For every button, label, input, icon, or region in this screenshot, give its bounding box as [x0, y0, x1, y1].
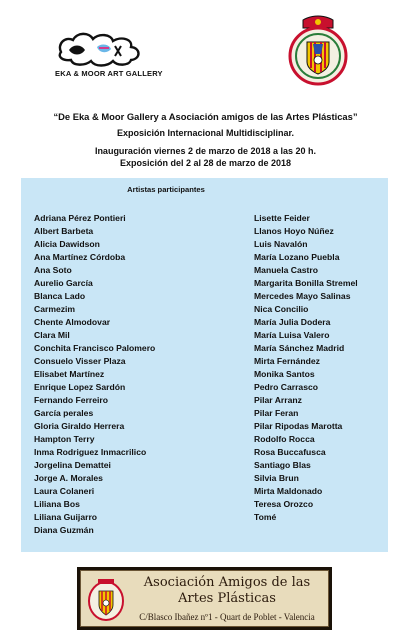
eka-moor-logo-icon	[55, 30, 145, 68]
artist-name: Blanca Lado	[34, 291, 86, 302]
artist-name: Silvia Brun	[254, 473, 299, 484]
artists-panel	[21, 178, 388, 552]
artist-name: Luis Navalón	[254, 239, 308, 250]
banner-address: C/Blasco Ibañez nº1 - Quart de Poblet - Valencia	[139, 612, 315, 622]
artist-name: Lisette Feider	[254, 213, 310, 223]
artist-name: Ana Soto	[34, 265, 72, 276]
artist-name: María Luisa Valero	[254, 330, 330, 341]
artist-name: Hampton Terry	[34, 434, 95, 445]
artists-title: Artistas participantes	[127, 185, 205, 194]
artist-name: Gloria Giraldo Herrera	[34, 421, 125, 432]
banner-title-line1: Asociación Amigos de las	[143, 575, 311, 590]
exhibition-subtitle: Exposición Internacional Multidisciplinar.	[116, 128, 295, 138]
artist-name: Llanos Hoyo Núñez	[254, 226, 334, 237]
artist-name: Rosa Buccafusca	[254, 447, 326, 458]
artist-name: Carmezim	[34, 304, 76, 315]
artist-name: Consuelo Visser Plaza	[34, 356, 126, 367]
artist-name: Clara Mil	[34, 330, 70, 341]
artist-name: Santiago Blas	[254, 460, 311, 471]
artist-name: Mirta Fernández	[254, 356, 320, 367]
artist-name: Liliana Bos	[34, 499, 80, 510]
artist-name: Nica Concilio	[254, 304, 309, 315]
artist-name: Pilar Arranz	[254, 395, 302, 406]
association-crest-icon	[287, 14, 349, 86]
artists-list-right	[254, 212, 358, 524]
artist-name: Manuela Castro	[254, 265, 318, 276]
artist-name: Elisabet Martínez	[34, 369, 105, 380]
artist-name: Enrique Lopez Sardón	[34, 382, 126, 393]
artist-name: Adriana Pérez Pontieri	[34, 213, 126, 223]
artist-name: Pilar Feran	[254, 408, 299, 419]
banner-title-line2: Artes Plásticas	[178, 591, 276, 606]
artist-name: Diana Guzmán	[34, 525, 94, 536]
artist-name: Conchita Francisco Palomero	[34, 343, 156, 354]
artist-name: María Lozano Puebla	[254, 252, 340, 263]
artist-name: Chente Almodovar	[34, 317, 111, 328]
artist-name: Jorge A. Morales	[34, 473, 103, 484]
artist-name: Ana Martínez Córdoba	[34, 252, 126, 263]
association-crest-icon	[86, 575, 126, 623]
artist-name: Alicia Dawidson	[34, 239, 100, 250]
artist-name: Margarita Bonilla Stremel	[254, 278, 358, 289]
artist-name: Liliana Guijarro	[34, 512, 98, 523]
artists-list-left	[34, 212, 155, 537]
artist-name: Laura Colaneri	[34, 486, 95, 497]
artist-name: Aurelio García	[34, 278, 93, 289]
artist-name: Albert Barbeta	[34, 226, 94, 237]
artist-name: María Julia Dodera	[254, 317, 331, 328]
inauguration-date: Inauguración viernes 2 de marzo de 2018 a las 20 h.	[94, 146, 317, 156]
gallery-name: EKA & MOOR ART GALLERY	[55, 69, 163, 78]
exhibition-dates: Exposición del 2 al 28 de marzo de 2018	[119, 158, 292, 168]
association-banner	[77, 567, 332, 630]
artist-name: García perales	[34, 408, 94, 419]
artist-name: Mercedes Mayo Salinas	[254, 291, 351, 302]
artist-name: Monika Santos	[254, 369, 315, 380]
artist-name: Tomé	[254, 512, 277, 523]
artist-name: Rodolfo Rocca	[254, 434, 315, 445]
exhibition-title: “De Eka & Moor Gallery a Asociación amigos de las Artes Plásticas”	[53, 111, 358, 122]
artist-name: Pedro Carrasco	[254, 382, 319, 393]
artist-name: Inma Rodriguez Inmacrilico	[34, 447, 147, 458]
artist-name: María Sánchez Madrid	[254, 343, 345, 354]
banner-panel	[80, 570, 329, 627]
artist-name: Pilar Ripodas Marotta	[254, 421, 343, 432]
artist-name: Mirta Maldonado	[254, 486, 323, 497]
artist-name: Jorgelina Demattei	[34, 460, 111, 471]
artist-name: Teresa Orozco	[254, 499, 314, 510]
artist-name: Fernando Ferreiro	[34, 395, 109, 406]
